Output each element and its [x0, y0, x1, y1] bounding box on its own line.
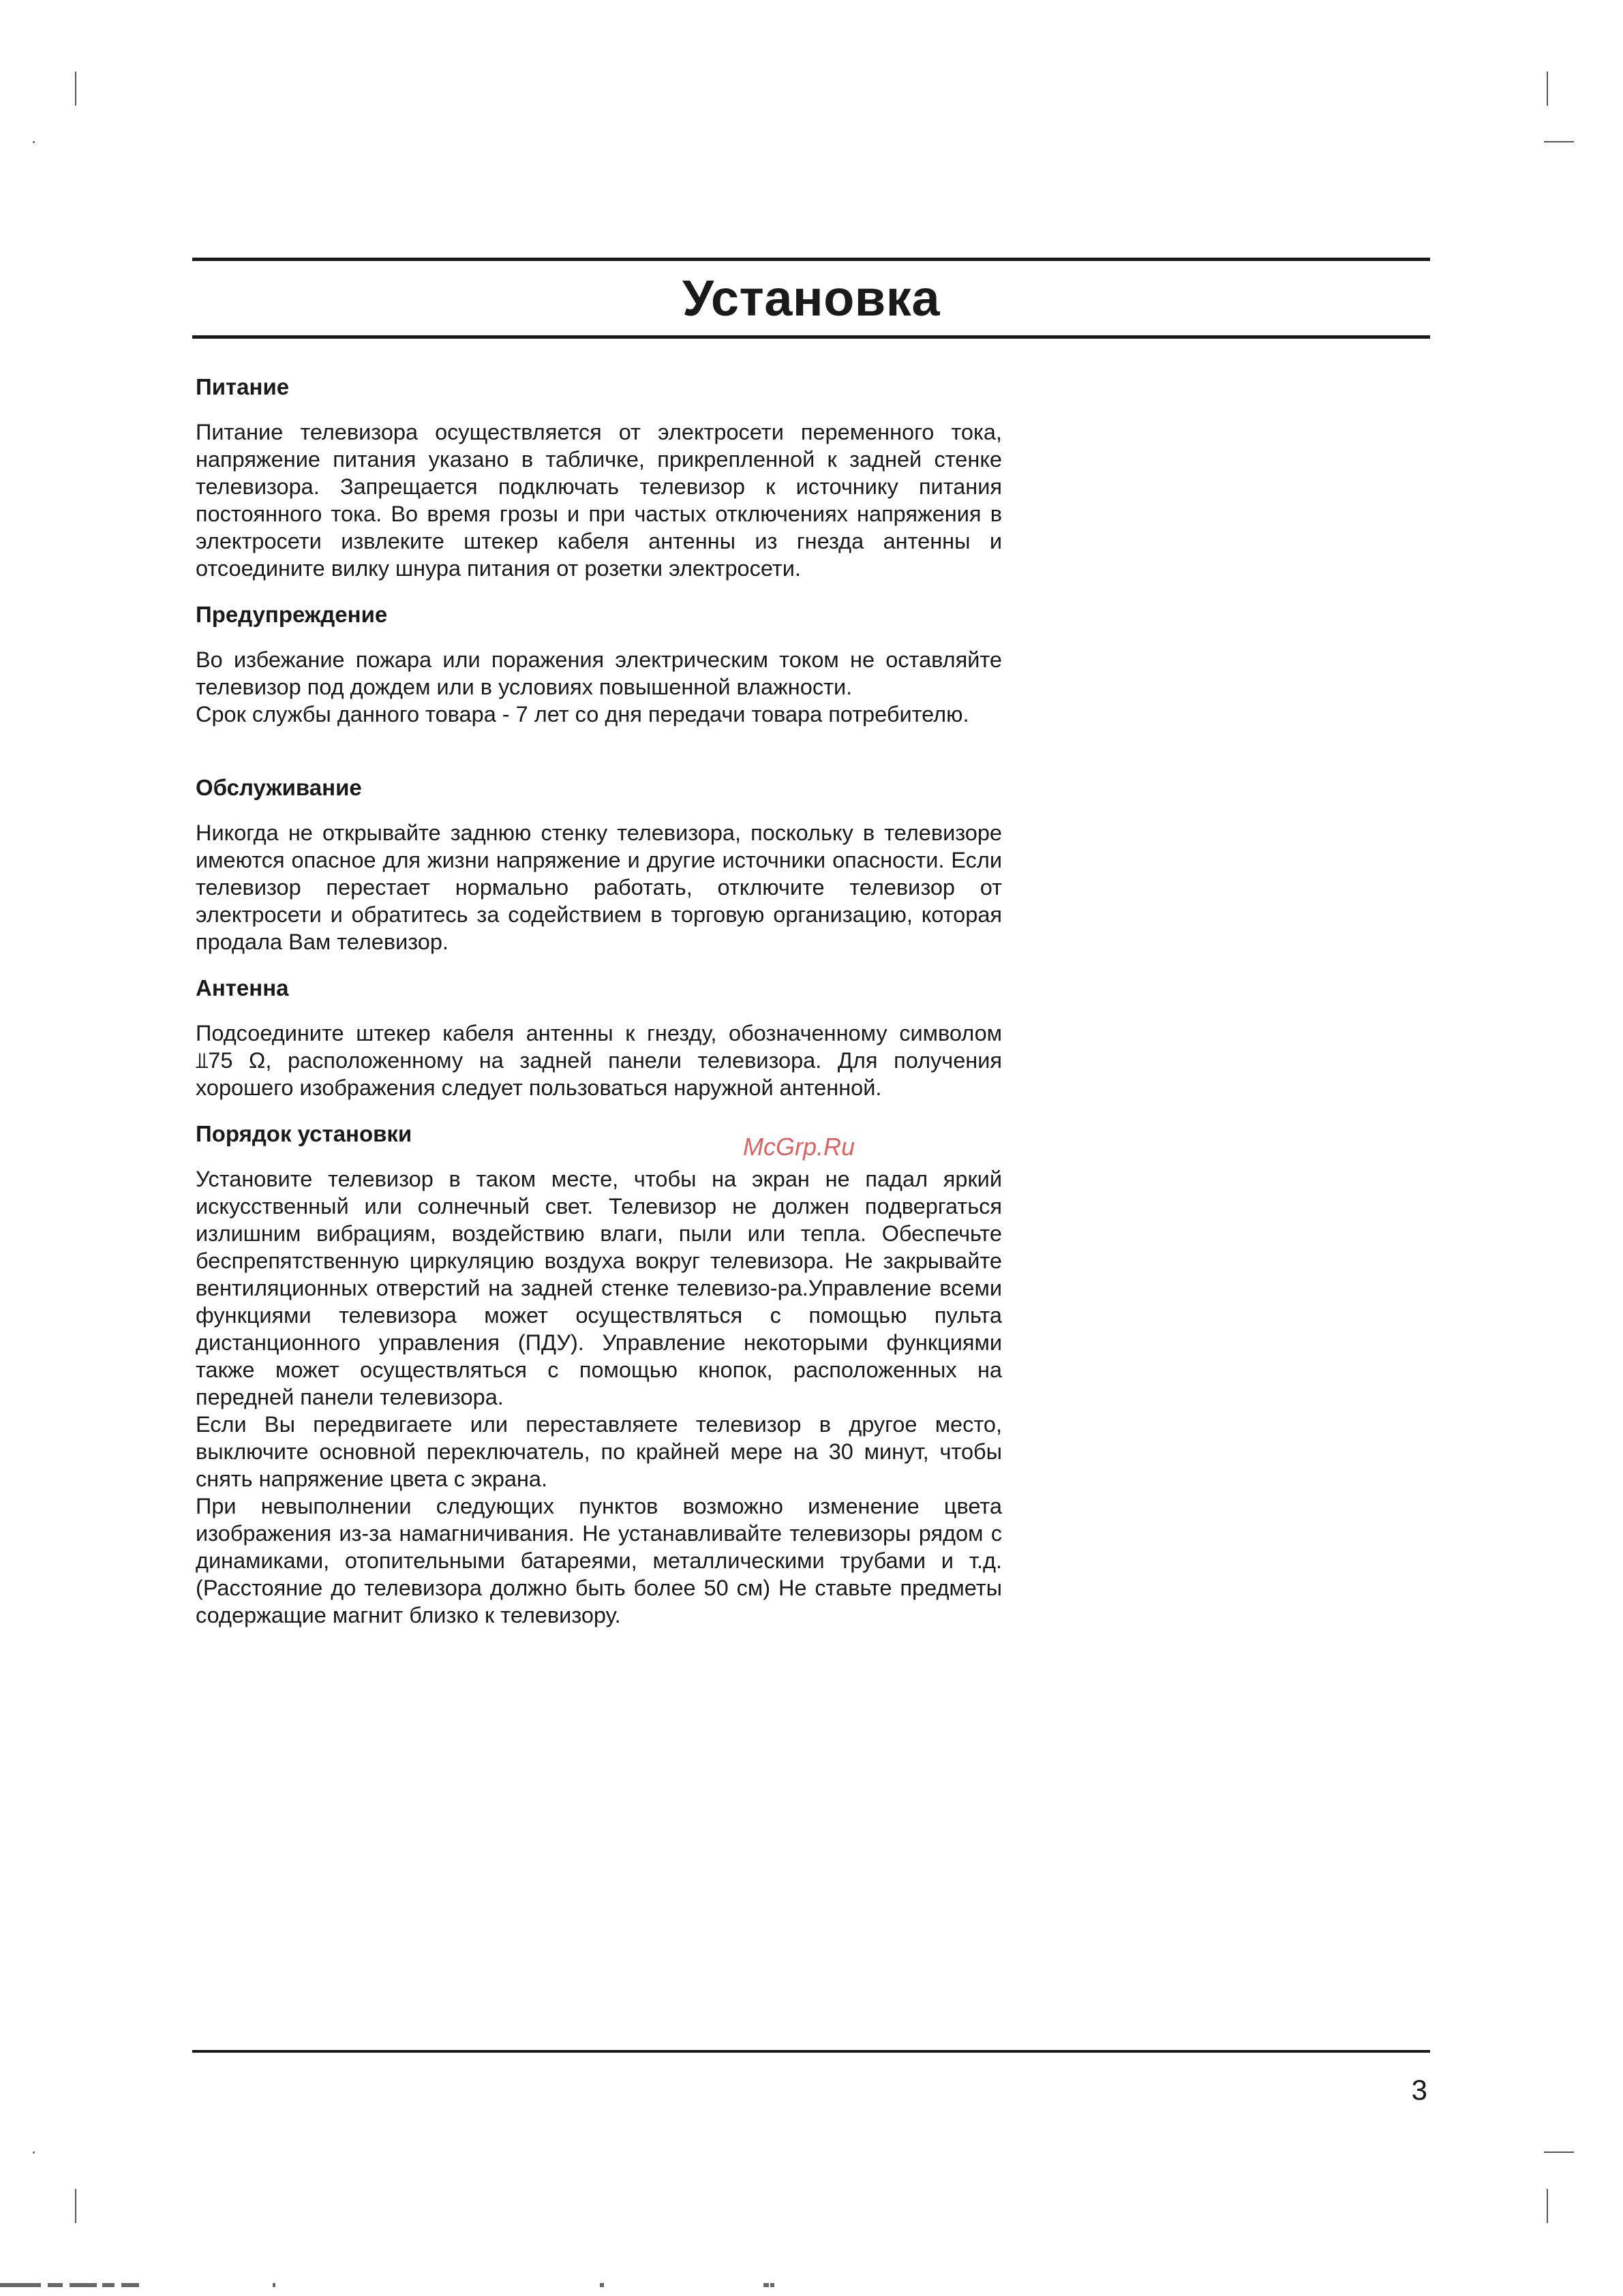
section-paragraph: Срок службы данного товара - 7 лет со дня передачи товара потребителю.	[196, 702, 969, 726]
document-body	[196, 373, 1002, 1629]
crop-mark-bottom-right	[1547, 2189, 1548, 2223]
section-power	[196, 373, 1002, 582]
title-bottom-rule	[192, 335, 1430, 339]
page-number: 3	[1411, 2074, 1427, 2106]
section-antenna	[196, 975, 1002, 1101]
section-warning	[196, 601, 1002, 728]
watermark-text: McGrp.Ru	[743, 1133, 855, 1161]
section-paragraph: При невыполнении следующих пунктов возможно изменение цвета изображения из-за намагничивания. Не устанавливайте телевизоры рядом с динамиками, отопительными батареями, металлическими трубами и т.д. (Расстояние до телевизора должно быть более 50 см) Не ставьте предметы содержащие магнит близко к телевизору.	[196, 1494, 1002, 1627]
section-heading: Предупреждение	[196, 602, 388, 627]
section-heading: Антенна	[196, 975, 289, 1000]
crop-dot-left-lower	[33, 2152, 35, 2154]
section-paragraph: Во избежание пожара или поражения электрическим током не оставляйте телевизор под дождем или в условиях повышенной влажности.	[196, 647, 1002, 699]
section-heading: Обслуживание	[196, 775, 362, 800]
section-paragraph: Подсоедините штекер кабеля антенны к гнезду, обозначенному символом ⫫75 Ω, расположенному на задней панели телевизора. Для получения хорошего изображения следует пользоваться наружной антенной.	[196, 1021, 1002, 1100]
page-title: Установка	[682, 270, 940, 326]
footer-rule	[192, 2050, 1430, 2053]
section-paragraph: Питание телевизора осуществляется от электросети переменного тока, напряжение питания указано в табличке, прикрепленной к задней стенке телевизора. Запрещается подключать телевизор к источнику питания постоянного тока. Во время грозы и при частых отключениях напряжения в электросети извлеките штекер кабеля антенны из гнезда антенны и отсоедините вилку шнура питания от розетки электросети.	[196, 420, 1002, 581]
crop-dot-left-upper	[33, 141, 35, 143]
crop-mark-right-lower	[1544, 2152, 1574, 2153]
crop-mark-bottom-left	[75, 2189, 76, 2223]
section-paragraph: Если Вы передвигаете или переставляете телевизор в другое место, выключите основной переключатель, по крайней мере на 30 минут, чтобы снять напряжение цвета с экрана.	[196, 1412, 1002, 1491]
crop-mark-top-left	[75, 72, 76, 106]
title-top-rule	[192, 258, 1430, 261]
crop-mark-top-right	[1547, 72, 1548, 106]
section-heading: Питание	[196, 374, 290, 399]
section-installation	[196, 1120, 1002, 1629]
section-service	[196, 774, 1002, 955]
section-heading: Порядок установки	[196, 1121, 412, 1146]
scan-edge-artifact	[0, 2283, 1623, 2290]
section-paragraph: Никогда не открывайте заднюю стенку телевизора, поскольку в телевизоре имеются опасное для жизни напряжение и другие источники опасности. Если телевизор перестает нормально работать, отключите телевизор от электросети и обратитесь за содействием в торговую организацию, которая продала Вам телевизор.	[196, 821, 1002, 954]
section-paragraph: Установите телевизор в таком месте, чтобы на экран не падал яркий искусственный или солнечный свет. Телевизор не должен подвергаться излишним вибрациям, воздействию влаги, пыли или тепла. Обеспечьте беспрепятственную циркуляцию воздуха вокруг телевизора. Не закрывайте вентиляционных отверстий на задней стенке телевизо-ра.Управление всеми функциями телевизора может осуществляться с помощью пульта дистанционного управления (ПДУ). Управление некоторыми функциями также может осуществляться с помощью кнопок, расположенных на передней панели телевизора.	[196, 1167, 1002, 1409]
crop-mark-right-upper	[1544, 141, 1574, 142]
